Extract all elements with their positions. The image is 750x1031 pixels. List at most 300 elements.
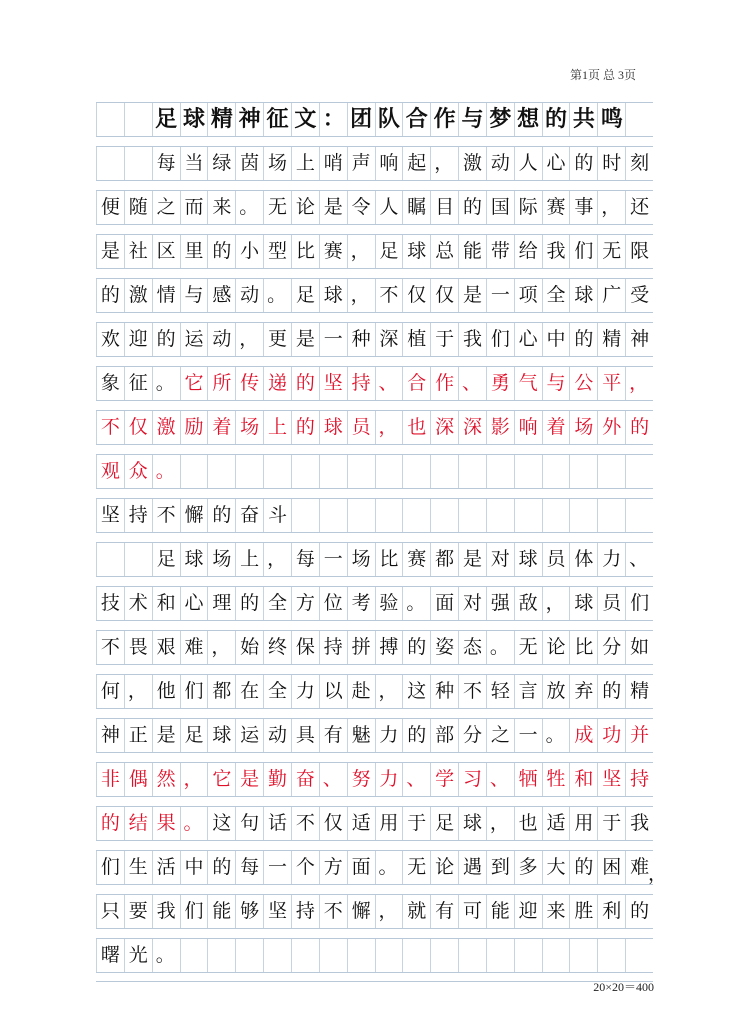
grid-cell: 团 bbox=[347, 103, 375, 136]
grid-cell: 够 bbox=[235, 895, 263, 928]
grid-cell: 际 bbox=[514, 191, 542, 224]
grid-cell: 部 bbox=[430, 719, 458, 752]
grid-cell: 足 bbox=[180, 719, 208, 752]
grid-cell: 遇 bbox=[458, 851, 486, 884]
grid-cell: 所 bbox=[207, 367, 235, 400]
grid-cell bbox=[597, 939, 625, 972]
grid-cell bbox=[597, 499, 625, 532]
text-row bbox=[96, 630, 653, 674]
grid-cell: 不 bbox=[319, 895, 347, 928]
grid-cell: 着 bbox=[542, 411, 570, 444]
text-row bbox=[96, 278, 653, 322]
grid-cell: 果 bbox=[152, 807, 180, 840]
grid-cell: 持 bbox=[319, 631, 347, 664]
grid-cell: 球 bbox=[319, 279, 347, 312]
grid-cell: 、 bbox=[319, 763, 347, 796]
grid-cell: 如 bbox=[625, 631, 653, 664]
grid-cell bbox=[124, 543, 152, 576]
grid-cell: 对 bbox=[486, 543, 514, 576]
grid-cell bbox=[458, 455, 486, 488]
grid-cell: 征 bbox=[124, 367, 152, 400]
grid-cell: 目 bbox=[430, 191, 458, 224]
grid-cell: 力 bbox=[375, 719, 403, 752]
grid-cell bbox=[207, 939, 235, 972]
grid-cell: 与 bbox=[542, 367, 570, 400]
grid-cell: 的 bbox=[625, 411, 653, 444]
grid-cell: 深 bbox=[375, 323, 403, 356]
grid-cell: 于 bbox=[430, 323, 458, 356]
grid-cell: 弃 bbox=[569, 675, 597, 708]
grid-cell: 持 bbox=[625, 763, 653, 796]
grid-cell: 情 bbox=[152, 279, 180, 312]
grid-cell: 是 bbox=[96, 235, 124, 268]
grid-cell bbox=[291, 499, 319, 532]
grid-cell: 论 bbox=[430, 851, 458, 884]
grid-cell: 每 bbox=[152, 147, 180, 180]
grid-cell bbox=[96, 147, 124, 180]
grid-cell: 人 bbox=[375, 191, 403, 224]
grid-cell: 他 bbox=[152, 675, 180, 708]
grid-cell bbox=[319, 455, 347, 488]
grid-cell: 困 bbox=[597, 851, 625, 884]
grid-cell: 我 bbox=[542, 235, 570, 268]
grid-cell: ， bbox=[263, 543, 291, 576]
grid-cell: 这 bbox=[402, 675, 430, 708]
grid-cell: 国 bbox=[486, 191, 514, 224]
grid-cell: 难 bbox=[180, 631, 208, 664]
grid-cell bbox=[235, 939, 263, 972]
grid-cell: 始 bbox=[235, 631, 263, 664]
grid-cell: 是 bbox=[458, 543, 486, 576]
grid-cell: 不 bbox=[375, 279, 403, 312]
grid-cell: 的 bbox=[152, 323, 180, 356]
grid-cell bbox=[514, 455, 542, 488]
grid-cell: 坚 bbox=[263, 895, 291, 928]
grid-cell bbox=[569, 499, 597, 532]
grid-cell: 、 bbox=[375, 367, 403, 400]
grid-cell: 的 bbox=[207, 235, 235, 268]
grid-cell: 足 bbox=[152, 543, 180, 576]
grid-cell: 事 bbox=[569, 191, 597, 224]
grid-cell: 比 bbox=[375, 543, 403, 576]
grid-cell: 勤 bbox=[263, 763, 291, 796]
grid-cell: 运 bbox=[180, 323, 208, 356]
grid-cell: 面 bbox=[347, 851, 375, 884]
grid-cell: 、 bbox=[402, 763, 430, 796]
grid-cell bbox=[569, 455, 597, 488]
overflow-punctuation: ， bbox=[647, 863, 667, 885]
grid-cell bbox=[96, 103, 124, 136]
grid-cell: 以 bbox=[319, 675, 347, 708]
grid-cell: 想 bbox=[514, 103, 542, 136]
grid-cell: 心 bbox=[542, 147, 570, 180]
grid-cell: 之 bbox=[486, 719, 514, 752]
grid-cell: 上 bbox=[291, 147, 319, 180]
grid-cell: 。 bbox=[542, 719, 570, 752]
grid-cell: 结 bbox=[124, 807, 152, 840]
grid-cell: 的 bbox=[569, 323, 597, 356]
grid-cell: 合 bbox=[402, 103, 430, 136]
grid-cell: 员 bbox=[597, 587, 625, 620]
grid-cell: 公 bbox=[569, 367, 597, 400]
grid-cell: 持 bbox=[124, 499, 152, 532]
grid-cell: 搏 bbox=[375, 631, 403, 664]
grid-cell: 给 bbox=[514, 235, 542, 268]
grid-cell: ， bbox=[625, 367, 653, 400]
grid-cell: 曙 bbox=[96, 939, 124, 972]
grid-cell: 足 bbox=[430, 807, 458, 840]
grid-cell bbox=[291, 939, 319, 972]
grid-cell: 足 bbox=[152, 103, 180, 136]
grid-cell: 、 bbox=[458, 367, 486, 400]
grid-cell: 神 bbox=[96, 719, 124, 752]
grid-cell bbox=[514, 499, 542, 532]
grid-cell: 的 bbox=[96, 807, 124, 840]
grid-cell: 梦 bbox=[486, 103, 514, 136]
grid-cell: 也 bbox=[402, 411, 430, 444]
grid-cell: 球 bbox=[514, 543, 542, 576]
grid-cell: 赛 bbox=[402, 543, 430, 576]
grid-cell: 技 bbox=[96, 587, 124, 620]
grid-cell: 一 bbox=[319, 323, 347, 356]
grid-cell: 广 bbox=[597, 279, 625, 312]
grid-cell: 我 bbox=[625, 807, 653, 840]
grid-cell bbox=[263, 939, 291, 972]
grid-cell: 植 bbox=[402, 323, 430, 356]
manuscript-grid bbox=[96, 102, 667, 982]
grid-cell: 话 bbox=[263, 807, 291, 840]
grid-cell: 能 bbox=[207, 895, 235, 928]
grid-cell: 激 bbox=[152, 411, 180, 444]
grid-cell: 的 bbox=[402, 631, 430, 664]
grid-cell bbox=[319, 939, 347, 972]
grid-cell bbox=[625, 499, 653, 532]
grid-cell: 论 bbox=[291, 191, 319, 224]
grid-cell: 奋 bbox=[235, 499, 263, 532]
grid-cell bbox=[207, 455, 235, 488]
grid-cell: 场 bbox=[347, 543, 375, 576]
grid-cell: 何 bbox=[96, 675, 124, 708]
grid-cell: 态 bbox=[458, 631, 486, 664]
grid-cell: 我 bbox=[152, 895, 180, 928]
grid-cell: 到 bbox=[486, 851, 514, 884]
grid-cell: 牲 bbox=[542, 763, 570, 796]
grid-cell: 激 bbox=[458, 147, 486, 180]
grid-cell: 奋 bbox=[291, 763, 319, 796]
grid-cell: ， bbox=[430, 147, 458, 180]
grid-cell: 有 bbox=[319, 719, 347, 752]
grid-cell bbox=[597, 455, 625, 488]
grid-cell bbox=[569, 939, 597, 972]
grid-cell: ， bbox=[597, 191, 625, 224]
grid-cell: 坚 bbox=[597, 763, 625, 796]
grid-cell: 力 bbox=[375, 763, 403, 796]
grid-cell: 令 bbox=[347, 191, 375, 224]
grid-cell: 。 bbox=[486, 631, 514, 664]
grid-cell: 球 bbox=[319, 411, 347, 444]
grid-cell: 它 bbox=[180, 367, 208, 400]
grid-cell: 还 bbox=[625, 191, 653, 224]
grid-cell: 拼 bbox=[347, 631, 375, 664]
grid-cell: 敌 bbox=[514, 587, 542, 620]
grid-cell: 要 bbox=[124, 895, 152, 928]
grid-cell bbox=[458, 499, 486, 532]
grid-cell: 项 bbox=[514, 279, 542, 312]
grid-cell: 个 bbox=[291, 851, 319, 884]
grid-cell bbox=[486, 939, 514, 972]
grid-cell: 就 bbox=[402, 895, 430, 928]
grid-cell: 赛 bbox=[542, 191, 570, 224]
grid-cell: 绿 bbox=[207, 147, 235, 180]
grid-cell: 畏 bbox=[124, 631, 152, 664]
grid-cell: 体 bbox=[569, 543, 597, 576]
grid-cell: 的 bbox=[569, 851, 597, 884]
grid-cell: 坚 bbox=[319, 367, 347, 400]
grid-cell bbox=[430, 455, 458, 488]
grid-cell: 来 bbox=[542, 895, 570, 928]
grid-cell: 全 bbox=[263, 675, 291, 708]
grid-cell: 保 bbox=[291, 631, 319, 664]
grid-cell: 是 bbox=[319, 191, 347, 224]
grid-cell: 能 bbox=[486, 895, 514, 928]
grid-cell: 只 bbox=[96, 895, 124, 928]
grid-cell: 来 bbox=[207, 191, 235, 224]
grid-cell: 们 bbox=[625, 587, 653, 620]
grid-cell: 持 bbox=[291, 895, 319, 928]
grid-cell: 场 bbox=[569, 411, 597, 444]
grid-cell: 每 bbox=[291, 543, 319, 576]
grid-cell: 强 bbox=[486, 587, 514, 620]
grid-cell: 懈 bbox=[180, 499, 208, 532]
text-row bbox=[96, 718, 653, 762]
grid-cell: 激 bbox=[124, 279, 152, 312]
grid-cell: 们 bbox=[569, 235, 597, 268]
grid-cell: 是 bbox=[235, 763, 263, 796]
grid-cell bbox=[291, 455, 319, 488]
grid-cell: 都 bbox=[430, 543, 458, 576]
grid-cell bbox=[375, 499, 403, 532]
grid-cell: 是 bbox=[152, 719, 180, 752]
grid-cell: 生 bbox=[124, 851, 152, 884]
grid-cell: 非 bbox=[96, 763, 124, 796]
grid-cell: 不 bbox=[291, 807, 319, 840]
grid-cell bbox=[347, 499, 375, 532]
grid-cell: 响 bbox=[375, 147, 403, 180]
grid-cell: ， bbox=[124, 675, 152, 708]
grid-cell: 仅 bbox=[319, 807, 347, 840]
grid-cell: 句 bbox=[235, 807, 263, 840]
grid-cell: 活 bbox=[152, 851, 180, 884]
grid-cell: 的 bbox=[569, 147, 597, 180]
grid-cell: 神 bbox=[235, 103, 263, 136]
grid-cell: 里 bbox=[180, 235, 208, 268]
grid-cell: 是 bbox=[291, 323, 319, 356]
grid-cell: 球 bbox=[458, 807, 486, 840]
grid-cell: 的 bbox=[625, 895, 653, 928]
grid-cell: 的 bbox=[96, 279, 124, 312]
grid-cell bbox=[124, 103, 152, 136]
grid-cell: 着 bbox=[207, 411, 235, 444]
grid-cell: 众 bbox=[124, 455, 152, 488]
grid-cell: 终 bbox=[263, 631, 291, 664]
grid-cell bbox=[180, 455, 208, 488]
grid-cell: 瞩 bbox=[402, 191, 430, 224]
grid-cell: 。 bbox=[402, 587, 430, 620]
grid-cell: 难 bbox=[625, 851, 653, 884]
grid-cell: 习 bbox=[458, 763, 486, 796]
grid-cell bbox=[542, 455, 570, 488]
grid-cell: 每 bbox=[235, 851, 263, 884]
grid-cell: 气 bbox=[514, 367, 542, 400]
grid-cell: 学 bbox=[430, 763, 458, 796]
grid-cell: 和 bbox=[152, 587, 180, 620]
grid-cell: 用 bbox=[375, 807, 403, 840]
grid-cell: 功 bbox=[597, 719, 625, 752]
grid-cell: 这 bbox=[207, 807, 235, 840]
grid-cell: 们 bbox=[180, 675, 208, 708]
grid-cell: ， bbox=[347, 279, 375, 312]
grid-cell: 正 bbox=[124, 719, 152, 752]
grid-cell: 、 bbox=[486, 763, 514, 796]
grid-cell bbox=[375, 939, 403, 972]
grid-cell: ， bbox=[375, 675, 403, 708]
grid-cell: ， bbox=[375, 411, 403, 444]
grid-cell: 影 bbox=[486, 411, 514, 444]
grid-cell: 适 bbox=[347, 807, 375, 840]
grid-cell: 和 bbox=[569, 763, 597, 796]
grid-cell: 赛 bbox=[319, 235, 347, 268]
grid-cell: 并 bbox=[625, 719, 653, 752]
grid-cell: 上 bbox=[263, 411, 291, 444]
grid-cell: 足 bbox=[375, 235, 403, 268]
grid-cell: 具 bbox=[291, 719, 319, 752]
text-row bbox=[96, 850, 667, 894]
grid-cell: 持 bbox=[347, 367, 375, 400]
grid-cell: 勇 bbox=[486, 367, 514, 400]
grid-cell: 中 bbox=[542, 323, 570, 356]
grid-cell: 心 bbox=[514, 323, 542, 356]
grid-cell: 。 bbox=[263, 279, 291, 312]
grid-cell: 动 bbox=[263, 719, 291, 752]
title-row bbox=[96, 102, 653, 146]
grid-cell: 与 bbox=[180, 279, 208, 312]
grid-cell: 用 bbox=[569, 807, 597, 840]
grid-cell bbox=[235, 455, 263, 488]
grid-cell: 的 bbox=[291, 411, 319, 444]
grid-cell: 仅 bbox=[402, 279, 430, 312]
grid-cell: ， bbox=[347, 235, 375, 268]
grid-cell: 、 bbox=[625, 543, 653, 576]
grid-cell: ， bbox=[207, 631, 235, 664]
grid-cell: 运 bbox=[235, 719, 263, 752]
grid-cell: ， bbox=[180, 763, 208, 796]
grid-cell: 感 bbox=[207, 279, 235, 312]
text-row bbox=[96, 366, 653, 410]
grid-cell: 的 bbox=[235, 587, 263, 620]
grid-cell: 而 bbox=[180, 191, 208, 224]
grid-cell: 递 bbox=[263, 367, 291, 400]
grid-cell: 哨 bbox=[319, 147, 347, 180]
text-row bbox=[96, 454, 653, 498]
text-row bbox=[96, 806, 653, 850]
grid-cell: 作 bbox=[430, 103, 458, 136]
grid-cell bbox=[430, 939, 458, 972]
grid-cell: 魅 bbox=[347, 719, 375, 752]
grid-cell bbox=[375, 455, 403, 488]
grid-cell: 的 bbox=[542, 103, 570, 136]
grid-cell: 无 bbox=[402, 851, 430, 884]
grid-cell: 心 bbox=[180, 587, 208, 620]
grid-cell: 外 bbox=[597, 411, 625, 444]
grid-cell: 方 bbox=[291, 587, 319, 620]
grid-cell: 适 bbox=[542, 807, 570, 840]
grid-cell: 。 bbox=[152, 939, 180, 972]
grid-cell: 成 bbox=[569, 719, 597, 752]
text-row bbox=[96, 190, 653, 234]
grid-cell: 能 bbox=[458, 235, 486, 268]
grid-cell: 刻 bbox=[625, 147, 653, 180]
grid-cell: 动 bbox=[207, 323, 235, 356]
text-row bbox=[96, 586, 653, 630]
grid-cell: 球 bbox=[180, 543, 208, 576]
text-row bbox=[96, 410, 653, 454]
grid-cell: 的 bbox=[291, 367, 319, 400]
grid-cell: 努 bbox=[347, 763, 375, 796]
grid-cell: 放 bbox=[542, 675, 570, 708]
grid-cell: 我 bbox=[458, 323, 486, 356]
grid-cell: 光 bbox=[124, 939, 152, 972]
grid-cell: 偶 bbox=[124, 763, 152, 796]
grid-cell: 区 bbox=[152, 235, 180, 268]
grid-cell: 型 bbox=[263, 235, 291, 268]
text-row bbox=[96, 938, 653, 982]
grid-cell: 们 bbox=[180, 895, 208, 928]
grid-cell: 种 bbox=[347, 323, 375, 356]
grid-cell: 一 bbox=[319, 543, 347, 576]
text-row bbox=[96, 674, 653, 718]
grid-cell: 验 bbox=[375, 587, 403, 620]
grid-cell: ： bbox=[319, 103, 347, 136]
grid-cell: 时 bbox=[597, 147, 625, 180]
grid-cell: 励 bbox=[180, 411, 208, 444]
grid-cell: 对 bbox=[458, 587, 486, 620]
grid-cell: 面 bbox=[430, 587, 458, 620]
grid-cell: 带 bbox=[486, 235, 514, 268]
grid-cell bbox=[124, 147, 152, 180]
grid-cell: 场 bbox=[263, 147, 291, 180]
grid-cell: 也 bbox=[514, 807, 542, 840]
grid-cell: 球 bbox=[569, 279, 597, 312]
grid-cell: ， bbox=[542, 587, 570, 620]
grid-cell: 分 bbox=[458, 719, 486, 752]
grid-cell: 全 bbox=[263, 587, 291, 620]
grid-cell: 的 bbox=[207, 851, 235, 884]
grid-cell: 的 bbox=[402, 719, 430, 752]
grid-cell: 动 bbox=[235, 279, 263, 312]
grid-cell: 赴 bbox=[347, 675, 375, 708]
page-number: 第1页 总 3页 bbox=[569, 68, 636, 82]
grid-cell: 无 bbox=[514, 631, 542, 664]
grid-cell: 它 bbox=[207, 763, 235, 796]
text-row bbox=[96, 322, 653, 366]
grid-cell: 受 bbox=[625, 279, 653, 312]
grid-cell bbox=[347, 939, 375, 972]
text-row bbox=[96, 498, 653, 542]
grid-cell: 作 bbox=[430, 367, 458, 400]
grid-cell: 。 bbox=[375, 851, 403, 884]
grid-cell: 深 bbox=[430, 411, 458, 444]
grid-cell: 不 bbox=[152, 499, 180, 532]
